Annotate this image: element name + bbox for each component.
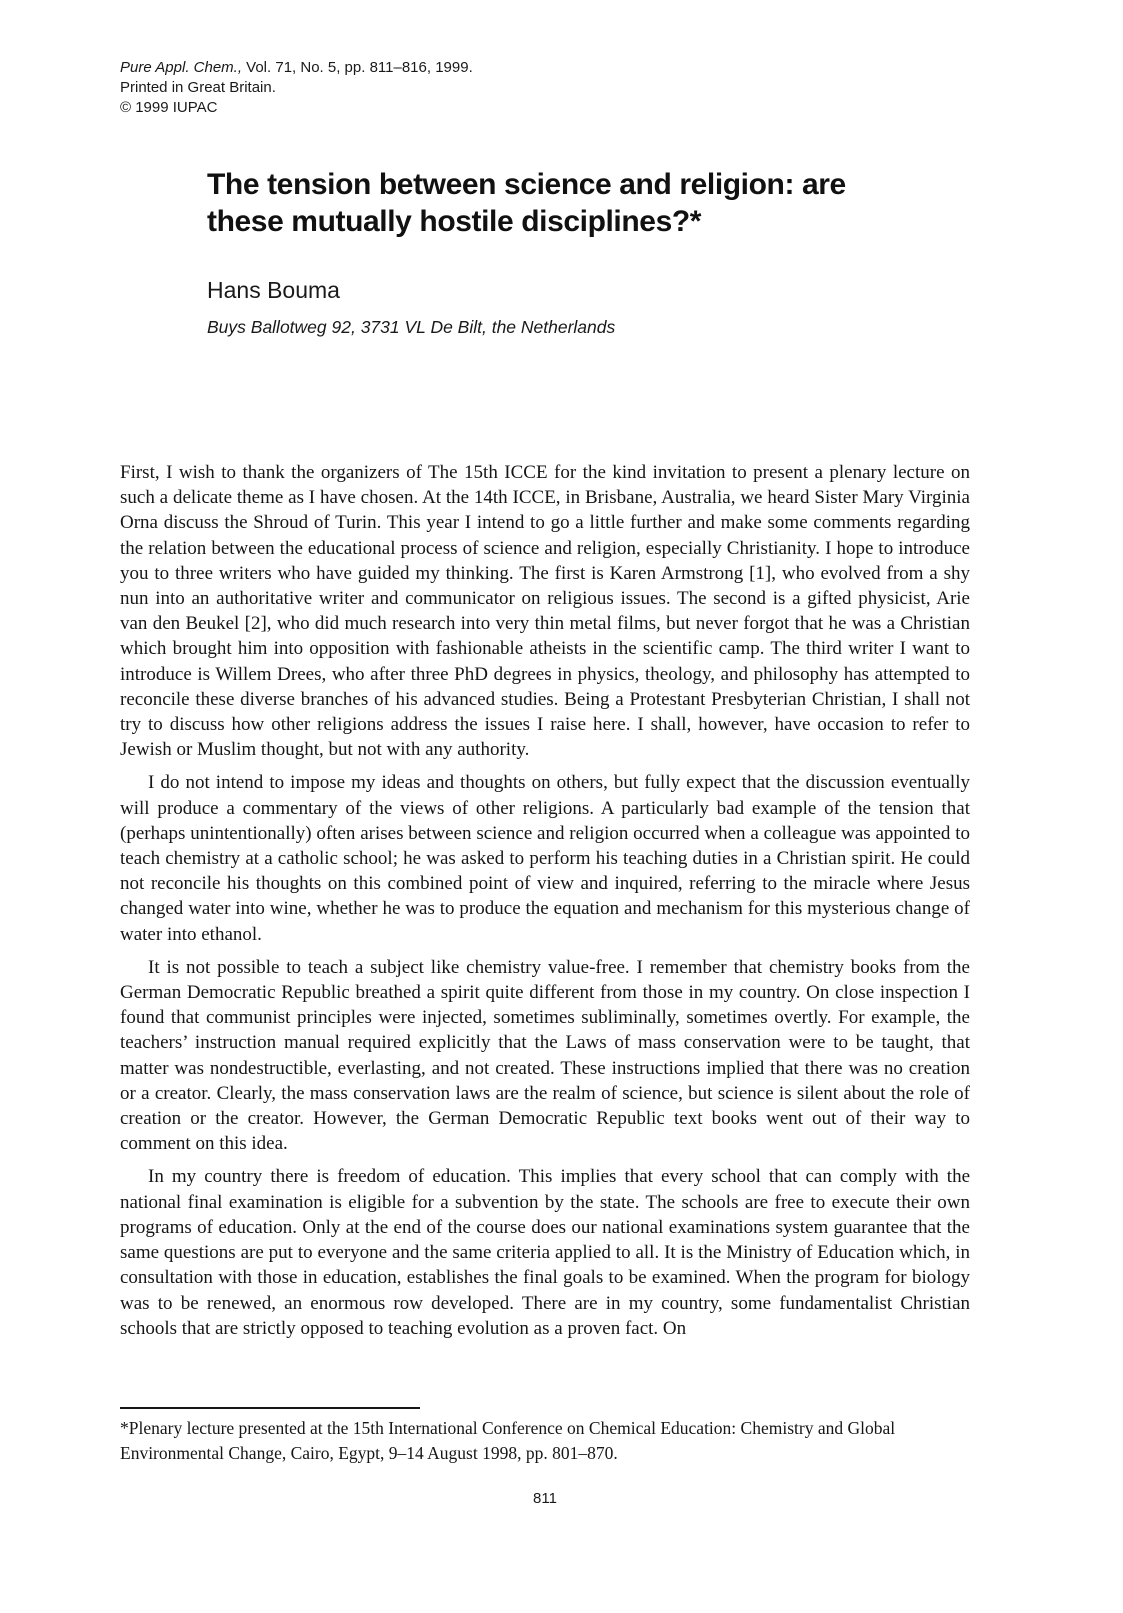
paragraph-3: It is not possible to teach a subject like chemistry value-free. I remember that chemistry books from the German Democratic Republic breathed a spirit quite different from those in my country. On close inspection I found that communist principles were injected, sometimes subliminally, sometimes overtly. For example, the teachers’ instruction manual required explicitly that the Laws of mass conservation were to be taught, that matter was nondestructible, everlasting, and not created. These instructions implied that there was no creation or a creator. Clearly, the mass conservation laws are the realm of science, but science is silent about the role of creation or the creator. However, the German Democratic Republic text books went out of their way to comment on this idea.: [120, 956, 970, 1155]
printed-in-line: Printed in Great Britain.: [120, 79, 276, 96]
author-name: Hans Bouma: [207, 277, 340, 303]
footnote-divider: [120, 1407, 420, 1409]
journal-title: Pure Appl. Chem.,: [120, 59, 242, 76]
copyright-line: © 1999 IUPAC: [120, 99, 218, 116]
paragraph-2: I do not intend to impose my ideas and thoughts on others, but fully expect that the discussion eventually will produce a commentary of the views of other religions. A particularly bad example of the tension that (perhaps unintentionally) often arises between science and religion occurred when a colleague was appointed to teach chemistry at a catholic school; he was asked to perform his teaching duties in a Christian spirit. He could not reconcile his thoughts on this combined point of view and inquired, referring to the miracle where Jesus changed water into wine, whether he was to produce the equation and mechanism for this mysterious change of water into ethanol.: [120, 772, 970, 945]
page-number: 811: [533, 1490, 557, 1507]
footnote-text: *Plenary lecture presented at the 15th International Conference on Chemical Education: Chemistry and Global Environmental Change, Cairo, Egypt, 9–14 August 1998, pp. 801–870.: [120, 1418, 896, 1463]
article-body: [120, 460, 970, 1341]
paragraph-4: In my country there is freedom of education. This implies that every school that can comply with the national final examination is eligible for a subvention by the state. The schools are free to execute their own programs of education. Only at the end of the course does our national examinations system guarantee that the same questions are put to everyone and the same criteria applied to all. It is the Ministry of Education which, in consultation with those in education, establishes the final goals to be examined. When the program for biology was to be renewed, an enormous row developed. There are in my country, some fundamentalist Christian schools that are strictly opposed to teaching evolution as a proven fact. On: [120, 1166, 970, 1339]
journal-citation-line: [120, 58, 473, 78]
article-title-line-1: The tension between science and religion: are: [207, 168, 846, 202]
author-affiliation: Buys Ballotweg 92, 3731 VL De Bilt, the Netherlands: [207, 317, 616, 337]
article-title: [207, 166, 1007, 240]
paragraph-1: First, I wish to thank the organizers of The 15th ICCE for the kind invitation to present a plenary lecture on such a delicate theme as I have chosen. At the 14th ICCE, in Brisbane, Australia, we heard Sister Mary Virginia Orna discuss the Shroud of Turin. This year I intend to go a little further and make some comments regarding the relation between the educational process of science and religion, especially Christianity. I hope to introduce you to three writers who have guided my thinking. The first is Karen Armstrong [1], who evolved from a shy nun into an authoritative writer and communicator on religious issues. The second is a gifted physicist, Arie van den Beukel [2], who did much research into very thin metal films, but never forgot that he was a Christian which brought him into opposition with fashionable atheists in the scientific camp. The third writer I want to introduce is Willem Drees, who after three PhD degrees in physics, theology, and philosophy has attempted to reconcile these diverse branches of his advanced studies. Being a Protestant Presbyterian Christian, I shall not try to discuss how other religions address the issues I raise here. I shall, however, have occasion to refer to Jewish or Muslim thought, but not with any authority.: [120, 462, 970, 761]
journal-volume-info: Vol. 71, No. 5, pp. 811–816, 1999.: [242, 59, 473, 76]
journal-header: [120, 58, 473, 118]
article-title-line-2: these mutually hostile disciplines?*: [207, 205, 702, 239]
